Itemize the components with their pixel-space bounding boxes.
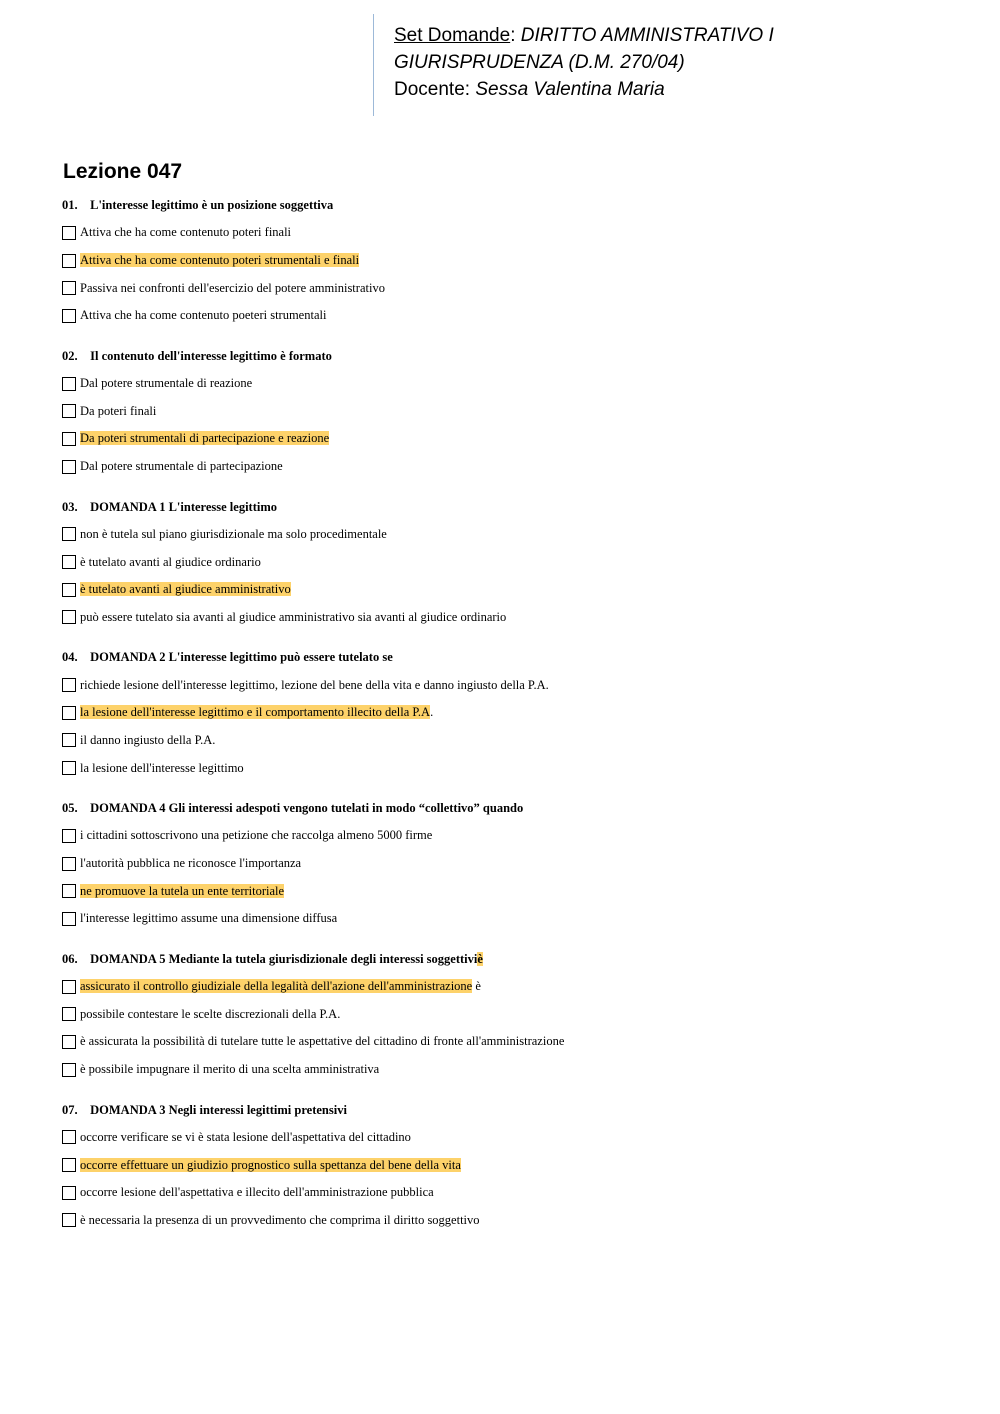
set-line <box>394 22 933 49</box>
answer-label <box>80 678 549 693</box>
checkbox[interactable] <box>62 1130 76 1144</box>
checkbox[interactable] <box>62 555 76 569</box>
checkbox[interactable] <box>62 884 76 898</box>
answer-text: possibile contestare le scelte discrezionali della P.A. <box>80 1006 341 1021</box>
answer-text: il danno ingiusto della P.A. <box>80 732 216 747</box>
question-number: 03. <box>62 499 78 514</box>
teacher-label: Docente: <box>394 79 476 100</box>
answer-option[interactable] <box>62 822 962 850</box>
question-title <box>62 195 962 215</box>
checkbox[interactable] <box>62 980 76 994</box>
answer-label <box>80 911 337 926</box>
question-title <box>62 647 962 667</box>
answer-label <box>80 761 244 776</box>
checkbox[interactable] <box>62 527 76 541</box>
question-title <box>62 497 962 517</box>
answer-text-highlight: la lesione dell'interesse legittimo e il comportamento illecito della P.A <box>80 705 431 720</box>
answer-option[interactable] <box>62 754 962 782</box>
answer-label <box>80 1034 564 1049</box>
answer-text: Dal potere strumentale di partecipazione <box>80 459 283 474</box>
checkbox[interactable] <box>62 1186 76 1200</box>
question-text: DOMANDA 2 L'interesse legittimo può essere tutelato se <box>87 650 393 665</box>
checkbox[interactable] <box>62 857 76 871</box>
answer-option[interactable] <box>62 521 962 549</box>
answer-text: Attiva che ha come contenuto poeteri strumentali <box>80 308 327 323</box>
question-number: 05. <box>62 801 78 815</box>
answer-label <box>80 828 432 843</box>
question-text: DOMANDA 5 Mediante la tutela giurisdizionale degli interessi soggettivi <box>87 951 478 966</box>
checkbox[interactable] <box>62 404 76 418</box>
answer-label <box>80 376 252 391</box>
answer-option[interactable] <box>62 1028 962 1056</box>
checkbox[interactable] <box>62 281 76 295</box>
answer-option[interactable] <box>62 302 962 330</box>
answer-label <box>80 527 387 542</box>
answer-option[interactable] <box>62 1179 962 1207</box>
answer-label <box>80 856 301 871</box>
answer-text-highlight: assicurato il controllo giudiziale della legalità dell'azione dell'amministrazione <box>80 979 473 994</box>
teacher-value: Sessa Valentina Maria <box>475 79 665 100</box>
question-block <box>62 949 962 1084</box>
question-block <box>62 195 962 330</box>
answer-option[interactable] <box>62 905 962 933</box>
question-block <box>62 798 962 933</box>
question-number: 06. <box>62 951 78 966</box>
answer-label <box>80 582 291 597</box>
question-title <box>62 1100 962 1120</box>
checkbox[interactable] <box>62 377 76 391</box>
answer-option[interactable] <box>62 973 962 1001</box>
answer-text-highlight: Attiva che ha come contenuto poteri strumentali e finali <box>80 253 360 268</box>
answer-text-highlight: Da poteri strumentali di partecipazione e reazione <box>80 431 330 446</box>
answer-label <box>80 979 481 994</box>
teacher-line <box>394 76 933 103</box>
answer-label <box>80 1062 379 1077</box>
checkbox[interactable] <box>62 460 76 474</box>
answer-option[interactable] <box>62 425 962 453</box>
answer-text: richiede lesione dell'interesse legittimo, lezione del bene della vita e danno ingiusto della P.A. <box>80 677 549 692</box>
question-text: L'interesse legittimo è un posizione soggettiva <box>87 198 334 212</box>
answer-label <box>80 610 506 625</box>
answer-label <box>80 733 215 748</box>
question-title <box>62 949 962 969</box>
answer-label <box>80 253 359 268</box>
answer-text: è possibile impugnare il merito di una scelta amministrativa <box>80 1062 380 1077</box>
set-separator: : <box>510 25 521 46</box>
answer-option[interactable] <box>62 576 962 604</box>
answer-option[interactable] <box>62 877 962 905</box>
answer-text-highlight: occorre effettuare un giudizio prognostico sulla spettanza del bene della vita <box>80 1157 461 1172</box>
checkbox[interactable] <box>62 1035 76 1049</box>
answer-text: può essere tutelato sia avanti al giudice amministrativo sia avanti al giudice ordinario <box>80 609 507 624</box>
checkbox[interactable] <box>62 678 76 692</box>
question-number: 02. <box>62 348 78 363</box>
checkbox[interactable] <box>62 583 76 597</box>
answer-text: Da poteri finali <box>80 403 157 418</box>
answer-label <box>80 225 291 240</box>
checkbox[interactable] <box>62 912 76 926</box>
question-text: Il contenuto dell'interesse legittimo è formato <box>87 348 332 363</box>
answer-label <box>80 705 433 720</box>
question-title <box>62 798 962 818</box>
question-block <box>62 346 962 481</box>
question-text: DOMANDA 1 L'interesse legittimo <box>87 499 278 514</box>
answer-text: è <box>472 979 481 994</box>
answer-text: i cittadini sottoscrivono una petizione che raccolga almeno 5000 firme <box>80 828 433 843</box>
checkbox[interactable] <box>62 1007 76 1021</box>
answer-option[interactable] <box>62 1151 962 1179</box>
checkbox[interactable] <box>62 226 76 240</box>
answer-label <box>80 1213 480 1228</box>
checkbox[interactable] <box>62 1213 76 1227</box>
checkbox[interactable] <box>62 761 76 775</box>
answer-option[interactable] <box>62 219 962 247</box>
answer-text: l'autorità pubblica ne riconosce l'importanza <box>80 856 302 871</box>
answer-option[interactable] <box>62 370 962 398</box>
set-value-line2: GIURISPRUDENZA (D.M. 270/04) <box>394 52 685 73</box>
checkbox[interactable] <box>62 610 76 624</box>
answer-label <box>80 404 156 419</box>
checkbox[interactable] <box>62 829 76 843</box>
answer-text: Passiva nei confronti dell'esercizio del potere amministrativo <box>80 280 385 295</box>
answer-option[interactable] <box>62 1000 962 1028</box>
answer-text: è tutelato avanti al giudice ordinario <box>80 554 261 569</box>
checkbox[interactable] <box>62 733 76 747</box>
answer-option[interactable] <box>62 604 962 632</box>
answer-option[interactable] <box>62 671 962 699</box>
question-block <box>62 497 962 632</box>
question-number: 01. <box>62 198 78 212</box>
checkbox[interactable] <box>62 706 76 720</box>
answer-option[interactable] <box>62 850 962 878</box>
answer-option[interactable] <box>62 548 962 576</box>
answer-option[interactable] <box>62 699 962 727</box>
answer-label <box>80 431 329 446</box>
answer-option[interactable] <box>62 453 962 481</box>
question-list <box>62 195 962 1250</box>
answer-label <box>80 1158 461 1173</box>
answer-text-highlight: ne promuove la tutela un ente territoriale <box>80 883 285 898</box>
answer-text: Dal potere strumentale di reazione <box>80 376 253 391</box>
document-header <box>373 14 933 116</box>
answer-option[interactable] <box>62 397 962 425</box>
answer-text: occorre lesione dell'aspettativa e illecito dell'amministrazione pubblica <box>80 1185 434 1200</box>
checkbox[interactable] <box>62 254 76 268</box>
checkbox[interactable] <box>62 309 76 323</box>
question-number: 07. <box>62 1102 78 1117</box>
question-block <box>62 1100 962 1235</box>
answer-label <box>80 459 283 474</box>
question-title <box>62 346 962 366</box>
question-text-highlight: è <box>477 951 483 966</box>
answer-label <box>80 1007 340 1022</box>
answer-label <box>80 555 261 570</box>
answer-label <box>80 281 385 296</box>
answer-label <box>80 308 326 323</box>
answer-option[interactable] <box>62 274 962 302</box>
answer-option[interactable] <box>62 1207 962 1235</box>
answer-option[interactable] <box>62 1056 962 1084</box>
answer-option[interactable] <box>62 727 962 755</box>
answer-label <box>80 1185 434 1200</box>
checkbox[interactable] <box>62 1158 76 1172</box>
set-label: Set Domande <box>394 25 511 46</box>
answer-option[interactable] <box>62 1124 962 1152</box>
question-text: DOMANDA 4 Gli interessi adespoti vengono tutelati in modo “collettivo” quando <box>87 801 524 815</box>
question-number: 04. <box>62 650 78 665</box>
question-text: DOMANDA 3 Negli interessi legittimi pretensivi <box>87 1102 347 1117</box>
answer-text: occorre verificare se vi è stata lesione dell'aspettativa del cittadino <box>80 1129 411 1144</box>
answer-option[interactable] <box>62 247 962 275</box>
checkbox[interactable] <box>62 432 76 446</box>
answer-label <box>80 1130 411 1145</box>
answer-text: è assicurata la possibilità di tutelare tutte le aspettative del cittadino di fronte all'amministrazione <box>80 1034 565 1049</box>
question-block <box>62 647 962 782</box>
answer-text: è necessaria la presenza di un provvedimento che comprima il diritto soggettivo <box>80 1212 480 1227</box>
answer-label <box>80 884 284 899</box>
answer-text: Attiva che ha come contenuto poteri finali <box>80 225 292 240</box>
answer-text-highlight: è tutelato avanti al giudice amministrativo <box>80 582 291 597</box>
answer-text: l'interesse legittimo assume una dimensione diffusa <box>80 911 338 926</box>
lesson-title: Lezione 047 <box>63 160 183 183</box>
set-value-line1: DIRITTO AMMINISTRATIVO I <box>520 25 774 46</box>
answer-text: la lesione dell'interesse legittimo <box>80 760 244 775</box>
answer-text: non è tutela sul piano giurisdizionale ma solo procedimentale <box>80 526 387 541</box>
checkbox[interactable] <box>62 1063 76 1077</box>
answer-text: . <box>430 705 434 720</box>
